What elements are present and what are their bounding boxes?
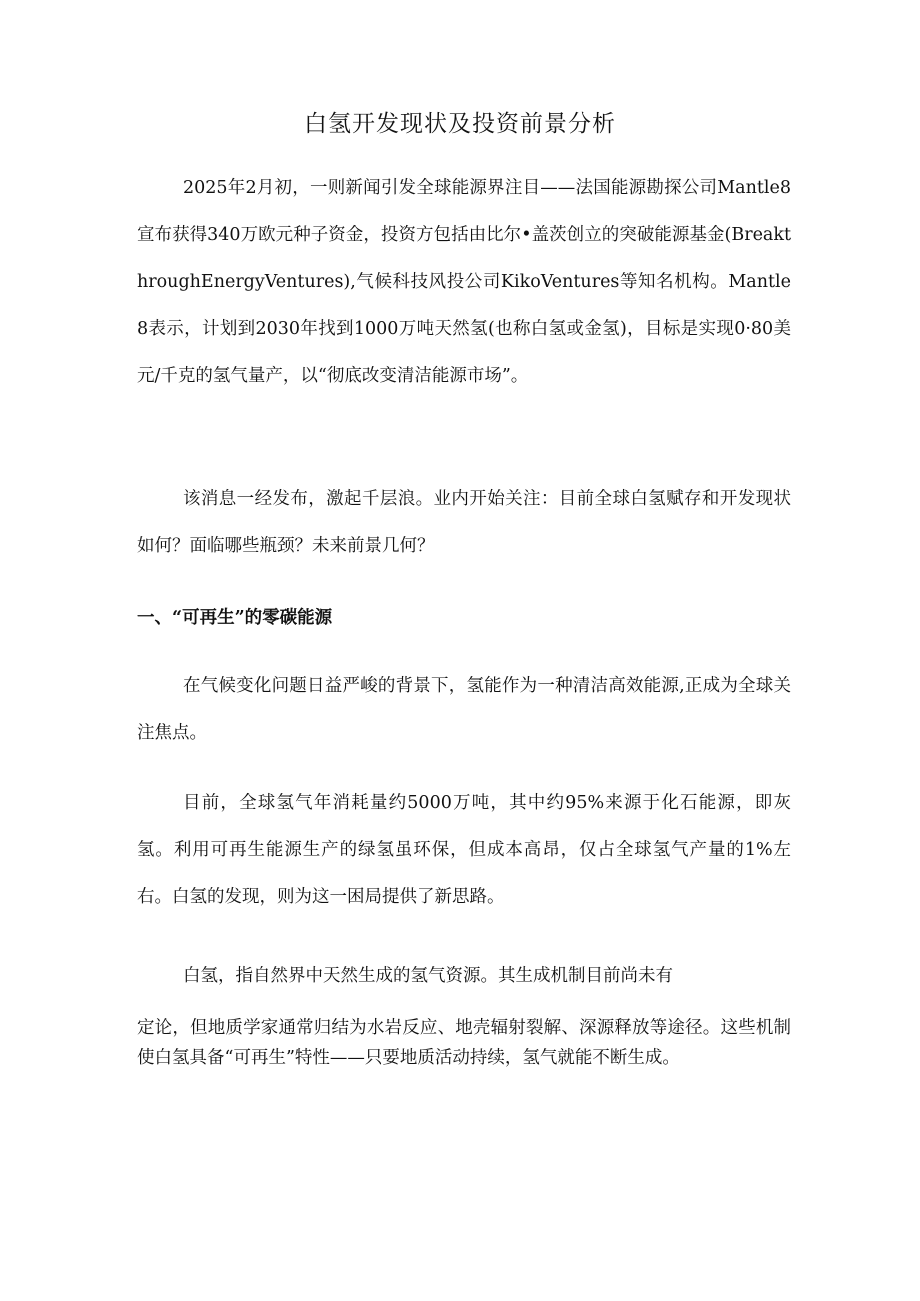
section-1-paragraph-3: 白氢，指自然界中天然生成的氢气资源。其生成机制目前尚未有	[183, 966, 673, 986]
section-1-heading: 一、“可再生”的零碳能源	[137, 608, 333, 628]
intro-paragraph-2: 该消息一经发布，激起千层浪。业内开始关注：目前全球白氢赋存和开发现状如何？面临哪些瓶颈？未来前景几何？	[137, 489, 791, 556]
section-1-paragraph-1: 在气候变化问题日益严峻的背景下，氢能作为一种清洁高效能源,正成为全球关注焦点。	[137, 676, 791, 743]
intro-paragraph-1: 2025年2月初，一则新闻引发全球能源界注目——法国能源勘探公司Mantle8宣布获得340万欧元种子资金，投资方包括由比尔•盖茨创立的突破能源基金(BreakthroughEnergyVentures),气候科技风投公司KikoVentures等知名机构。Mantle8表示，计划到2030年找到1000万吨天然氢(也称白氢或金氢)，目标是实现0·80美元/千克的氢气量产，以“彻底改变清洁能源市场”。	[137, 178, 791, 386]
section-1-paragraph-2: 目前，全球氢气年消耗量约5000万吨，其中约95%来源于化石能源，即灰氢。利用可再生能源生产的绿氢虽环保，但成本高昂，仅占全球氢气产量的1%左右。白氢的发现，则为这一困局提供了新思路。	[137, 793, 791, 907]
document-title: 白氢开发现状及投资前景分析	[304, 111, 616, 137]
section-1-paragraph-4: 定论，但地质学家通常归结为水岩反应、地壳辐射裂解、深源释放等途径。这些机制使白氢具备“可再生”特性——只要地质活动持续，氢气就能不断生成。	[137, 1018, 791, 1068]
